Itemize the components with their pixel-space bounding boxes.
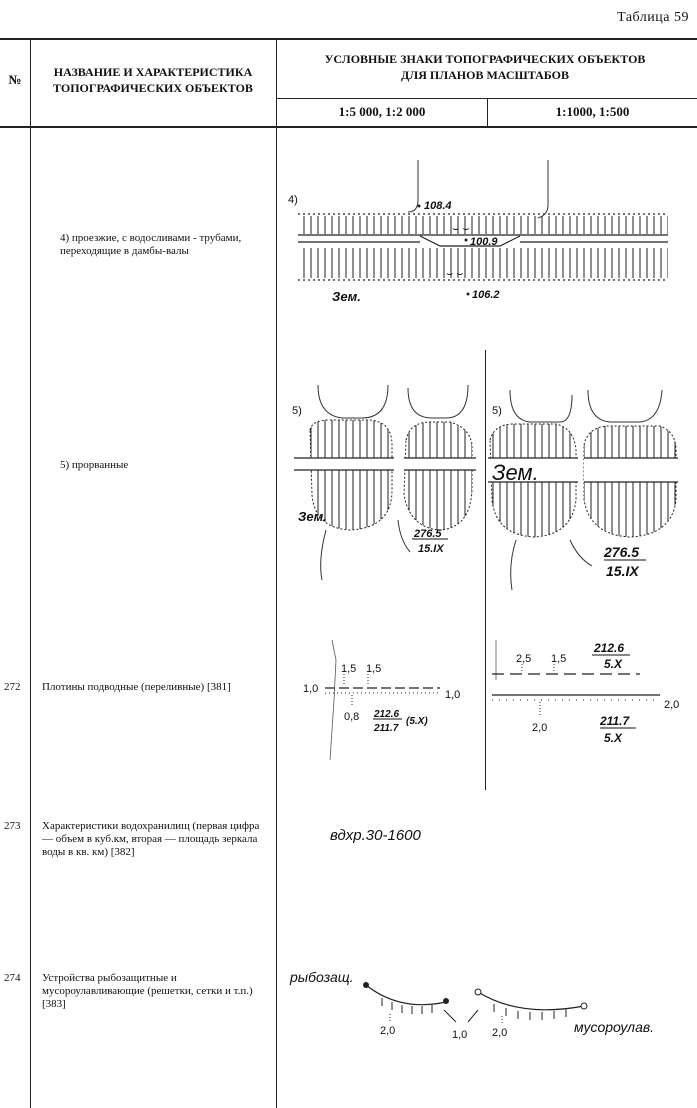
header-scale-b: 1:1000, 1:500 [555,104,630,119]
broken-dam-sign-a [294,385,476,580]
dam-crossing-sign [298,160,668,296]
r272-frac-bot: 211.7 [374,723,399,734]
r5-frac-a-top: 276.5 [414,528,442,540]
r274-fish-label: рыбозащ. [290,969,354,985]
r4-zem-label: Зем. [332,289,361,304]
r272b-frac1-bot: 5.X [604,657,623,671]
r272b-frac2-top: 211.7 [600,714,630,728]
row-num-272: 272 [4,681,21,693]
r272b-dim-4: 2,0 [664,699,680,711]
header-signs-col: УСЛОВНЫЕ ЗНАКИ ТОПОГРАФИЧЕСКИХ ОБЪЕКТОВ ДЛЯ ПЛАНОВ МАСШТАБОВ [324,52,646,82]
r273-reservoir-sign: вдхр.30-1600 [330,827,421,844]
r272-dim-5: 0,8 [344,711,360,723]
r272b-dim-2: 1,5 [551,653,567,665]
r274-dim-3: 2,0 [492,1027,508,1039]
row-num-273: 273 [4,820,21,832]
r274-dim-2: 1,0 [452,1029,468,1041]
svg-text:⌣ ⌣: ⌣ ⌣ [452,223,470,235]
r272-frac-suffix: (5.X) [406,716,428,727]
broken-dam-sign-b [488,390,678,590]
r5-zem-b: Зем. [492,460,539,485]
r5-frac-b-top: 276.5 [604,544,640,560]
r272-dim-1: 1,5 [341,663,357,675]
r272b-frac1-top: 212.6 [594,641,625,655]
r274-trash-label: мусороулав. [574,1019,655,1035]
r5-label-a: 5) [292,405,302,417]
row-desc-4: 4) проезжие, с водосливами - трубами, переходящие в дамбы-валы [60,232,242,257]
r5-zem-a: Зем. [298,509,327,524]
r272b-frac2-bot: 5.X [604,731,623,745]
r4-height-1: 108.4 [424,200,452,212]
table-label: Таблица 59 [617,10,689,25]
r5-frac-b-bot: 15.IX [606,563,639,579]
r5-label-b: 5) [492,405,502,417]
r272-dim-2: 1,5 [366,663,382,675]
header-scale-a: 1:5 000, 1:2 000 [338,104,426,119]
r4-height-2: 100.9 [470,236,498,248]
row-desc-274: Устройства рыбозащитные и мусороулавливающие (решетки, сетки и т.п.) [383] [42,972,253,1010]
row-num-274: 274 [4,972,21,984]
row-desc-5: 5) прорванные [60,459,129,471]
header-name-col: НАЗВАНИЕ И ХАРАКТЕРИСТИКА ТОПОГРАФИЧЕСКИХ ОБЪЕКТОВ [53,65,253,95]
r272b-dim-3: 2,0 [532,722,548,734]
r272-dim-3: 1,0 [303,683,319,695]
header-num: № [8,72,22,87]
r274-dim-1: 2,0 [380,1025,396,1037]
r5-frac-a-bot: 15.IX [418,543,444,555]
r4-label: 4) [288,194,298,206]
trash-catching-sign [468,989,587,1024]
r272b-dim-1: 2,5 [516,653,532,665]
row-desc-272: Плотины подводные (переливные) [381] [42,681,231,693]
r4-height-3: 106.2 [472,289,500,301]
row-desc-273: Характеристики водохранилищ (первая цифра — объем в куб.км, вторая — площадь зеркала воды в кв. км) [382] [42,820,260,858]
underwater-dam-sign-a [325,640,440,760]
fish-protection-sign [363,982,456,1022]
r272-dim-4: 1,0 [445,689,461,701]
svg-text:⌣ ⌣: ⌣ ⌣ [446,268,464,280]
r272-frac-top: 212.6 [374,709,400,720]
